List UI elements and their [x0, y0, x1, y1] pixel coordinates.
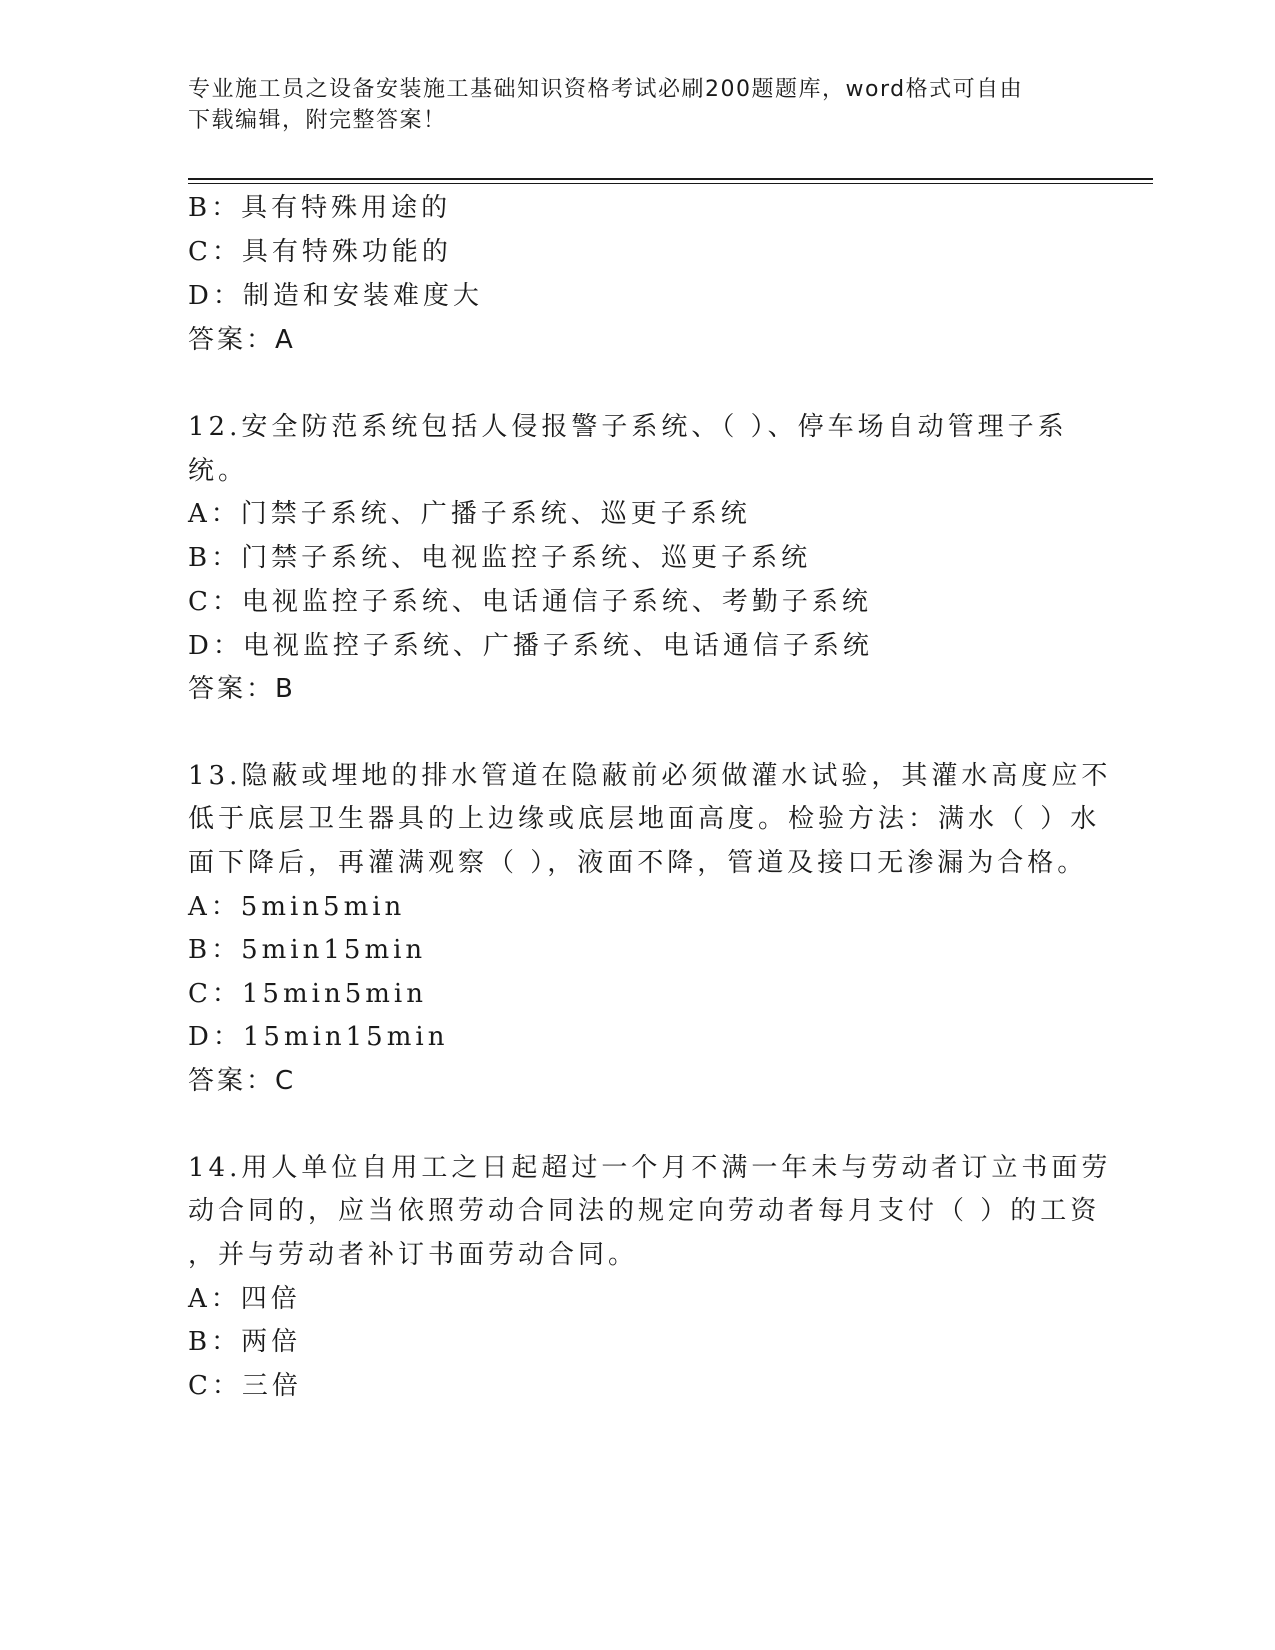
q13-stem-line-1: 13.隐蔽或埋地的排水管道在隐蔽前必须做灌水试验，其灌水高度应不 — [188, 761, 1112, 791]
q14-option-c: C：三倍 — [188, 1371, 302, 1401]
q14-option-b: B：两倍 — [188, 1327, 302, 1357]
q13-option-b: B：5min15min — [188, 935, 427, 965]
q12-option-b: B：门禁子系统、电视监控子系统、巡更子系统 — [188, 543, 812, 573]
q13-stem-line-3: 面下降后，再灌满观察（ ），液面不降，管道及接口无渗漏为合格。 — [188, 848, 1088, 878]
q13-option-c: C：15min5min — [188, 979, 427, 1009]
q11-option-d: D：制造和安装难度大 — [188, 281, 483, 311]
header-rule-thick — [188, 178, 1153, 180]
q12-stem-line-1: 12.安全防范系统包括人侵报警子系统、（ ）、停车场自动管理子系 — [188, 412, 1068, 442]
q12-option-d: D：电视监控子系统、广播子系统、电话通信子系统 — [188, 631, 873, 661]
q12-answer: 答案：B — [188, 674, 296, 704]
q12-option-a: A：门禁子系统、广播子系统、巡更子系统 — [188, 499, 751, 529]
q12-stem-line-2: 统。 — [188, 456, 249, 486]
page-header — [188, 74, 1068, 136]
q11-answer: 答案：A — [188, 325, 296, 355]
q14-stem-line-1: 14.用人单位自用工之日起超过一个月不满一年未与劳动者订立书面劳 — [188, 1153, 1112, 1183]
header-line-1: 专业施工员之设备安装施工基础知识资格考试必刷200题题库，word格式可自由 — [188, 77, 1024, 102]
q13-answer: 答案：C — [188, 1066, 297, 1096]
q14-stem-line-2: 动合同的，应当依照劳动合同法的规定向劳动者每月支付（ ）的工资 — [188, 1196, 1101, 1226]
q11-option-b: B：具有特殊用途的 — [188, 193, 452, 223]
q14-stem-line-3: ，并与劳动者补订书面劳动合同。 — [188, 1240, 639, 1270]
q12-option-c: C：电视监控子系统、电话通信子系统、考勤子系统 — [188, 587, 872, 617]
q13-stem-line-2: 低于底层卫生器具的上边缘或底层地面高度。检验方法：满水（ ）水 — [188, 804, 1101, 834]
q14-option-a: A：四倍 — [188, 1284, 301, 1314]
q13-option-a: A：5min5min — [188, 892, 406, 922]
header-line-2: 下载编辑，附完整答案！ — [188, 108, 447, 133]
q13-option-d: D：15min15min — [188, 1022, 449, 1052]
header-rule-thin — [188, 183, 1153, 184]
q11-option-c: C：具有特殊功能的 — [188, 237, 452, 267]
